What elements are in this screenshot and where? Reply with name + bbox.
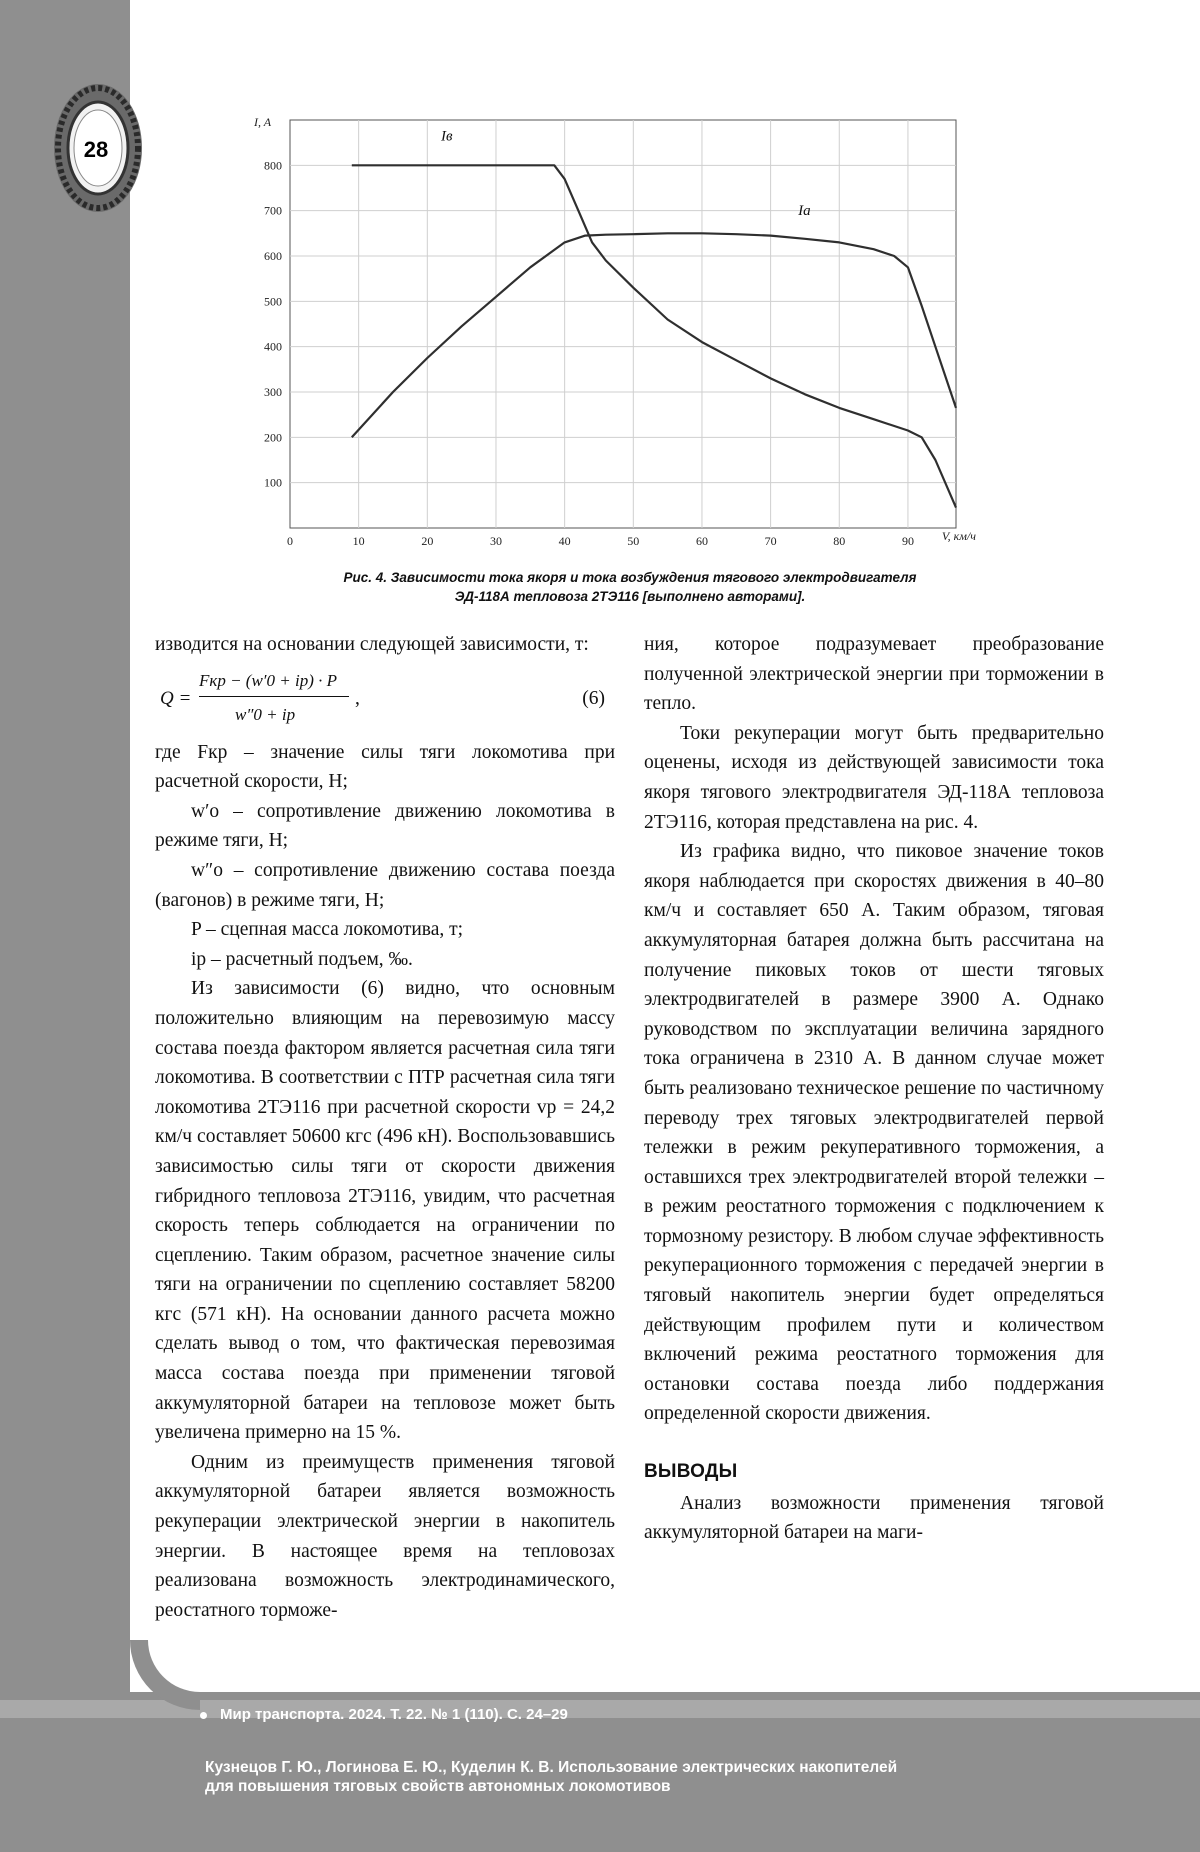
paragraph: Анализ возможности применения тяговой аккумуляторной батареи на маги- [644,1492,1104,1544]
x-tick-label: 90 [901,534,914,548]
plot-area [290,120,956,528]
definition: w′о – сопротивление движению локомотива в режиме тяги, Н; [155,800,615,852]
paragraph: Из зависимости (6) видно, что основным положительно влияющим на перевозимую массу состава поезда фактором является расчетная сила тяги локомотива. В соответствии с ПТР расчетная сила тяги локомотива 2ТЭ116 при расчетной скорости vр = 24,2 км/ч составляет 50600 кгс (496 кН). Воспользовавшись зависимостью силы тяги от скорости движения гибридного тепловоза 2ТЭ116, увидим, что расчетная скорость теперь соблюдается на ограничении по сцеплению. Таким образом, расчетное значение силы тяги на ограничении по сцеплению составляет 58200 кгс (571 кН). На основании данного расчета можно сделать вывод о том, что фактическая перевозимая масса состава поезда при применении тяговой аккумуляторной батареи на тепловозе может быть увеличена примерно на 15 %. [155,978,615,1444]
citation-line-2: для повышения тяговых свойств автономных локомотивов [205,1778,671,1795]
formula-denominator: w″0 + iр [235,704,296,724]
page-number: 28 [83,137,109,162]
y-tick-label: 400 [264,339,282,354]
paragraph: изводится на основании следующей зависимости, т: [155,634,589,655]
definition: iр – расчетный подъем, ‰. [191,948,413,970]
formula-numerator: Fкр − (w′0 + iр) · P [199,670,338,690]
paragraph: Одним из преимуществ применения тяговой аккумуляторной батареи является возможность рекуперации электрической энергии в накопитель энергии. В настоящее время на тепловозах реализована возможность электродинамического, реостатного торможе- [155,1451,615,1621]
citation-line-1: Кузнецов Г. Ю., Логинова Е. Ю., Куделин К. В. Использование электрических накопителей [205,1759,898,1776]
y-tick-label: 600 [264,249,282,263]
definition: w″о – сопротивление движению состава поезда (вагонов) в режиме тяги, Н; [155,859,615,911]
definition: где Fкр – значение силы тяги локомотива при расчетной скорости, Н; [155,741,615,793]
y-tick-label: 200 [264,430,282,445]
y-tick-label: 700 [264,203,282,218]
x-tick-label: 70 [764,534,777,548]
left-column [155,630,615,1625]
definition: P – сцепная масса локомотива, т; [191,919,464,941]
x-tick-label: 0 [287,534,293,548]
y-axis-label: I, A [254,115,272,129]
x-tick-label: 50 [627,534,640,548]
x-axis-label: V, км/ч [941,529,976,543]
y-tick-label: 300 [264,385,282,399]
equation-number: (6) [582,687,605,709]
caption-line-2: ЭД-118А тепловоза 2ТЭ116 [выполнено авторами]. [454,589,806,604]
formula-6 [155,662,615,734]
paragraph: ния, которое подразумевает преобразование полученной электрической энергии при торможении в тепло. [644,634,1104,715]
current-chart [240,108,980,558]
x-tick-label: 40 [558,534,571,548]
fraction-bar [199,696,349,698]
right-column [644,630,1104,1548]
caption-line-1: Рис. 4. Зависимости тока якоря и тока возбуждения тягового электродвигателя [343,570,917,585]
paragraph: Токи рекуперации могут быть предварительно оценены, исходя из действующей зависимости тока якоря тягового электродвигателя ЭД-118А тепловоза 2ТЭ116, которая представлена на рис. 4. [644,722,1104,833]
formula-lhs: Q = [160,687,192,709]
formula-comma: , [355,687,360,709]
series-label-1: Iв [441,128,453,145]
y-tick-label: 100 [264,475,282,490]
x-tick-label: 10 [352,534,365,548]
article-citation [205,1758,1105,1796]
series-label-2: Iа [798,203,811,220]
section-heading: ВЫВОДЫ [644,1461,738,1483]
x-tick-label: 80 [833,534,846,548]
y-tick-label: 500 [264,294,282,309]
journal-text: Мир транспорта. 2024. Т. 22. № 1 (110). С. 24–29 [220,1706,568,1723]
paragraph: Из графика видно, что пиковое значение токов якоря наблюдается при скоростях движения в 40–80 км/ч и составляет 650 А. Таким образом, тяговая аккумуляторная батарея должна быть рассчитана на получение пиковых токов от шести тяговых электродвигателей в размере 3900 А. Однако руководством по эксплуатации величина зарядного тока ограничена в 2310 А. В данном случае может быть реализовано техническое решение по частичному переводу трех тяговых электродвигателей первой тележки в режим рекуперативного торможения, а оставшихся трех электродвигателей второй тележки – в режим реостатного торможения с подключением к тормозному резистору. В любом случае эффективность рекуперационного торможения с передачей энергии в тяговый накопитель энергии будет определяться действующим профилем пути и количеством включений режима реостатного торможения для остановки состава поезда либо поддержания определенной скорости движения. [644,841,1104,1425]
x-tick-label: 30 [489,534,502,548]
x-tick-label: 20 [421,534,434,548]
x-tick-label: 60 [695,534,708,548]
y-tick-label: 800 [264,158,282,173]
left-margin-band [0,0,130,1852]
figure-caption [270,568,990,606]
journal-reference [200,1706,568,1723]
